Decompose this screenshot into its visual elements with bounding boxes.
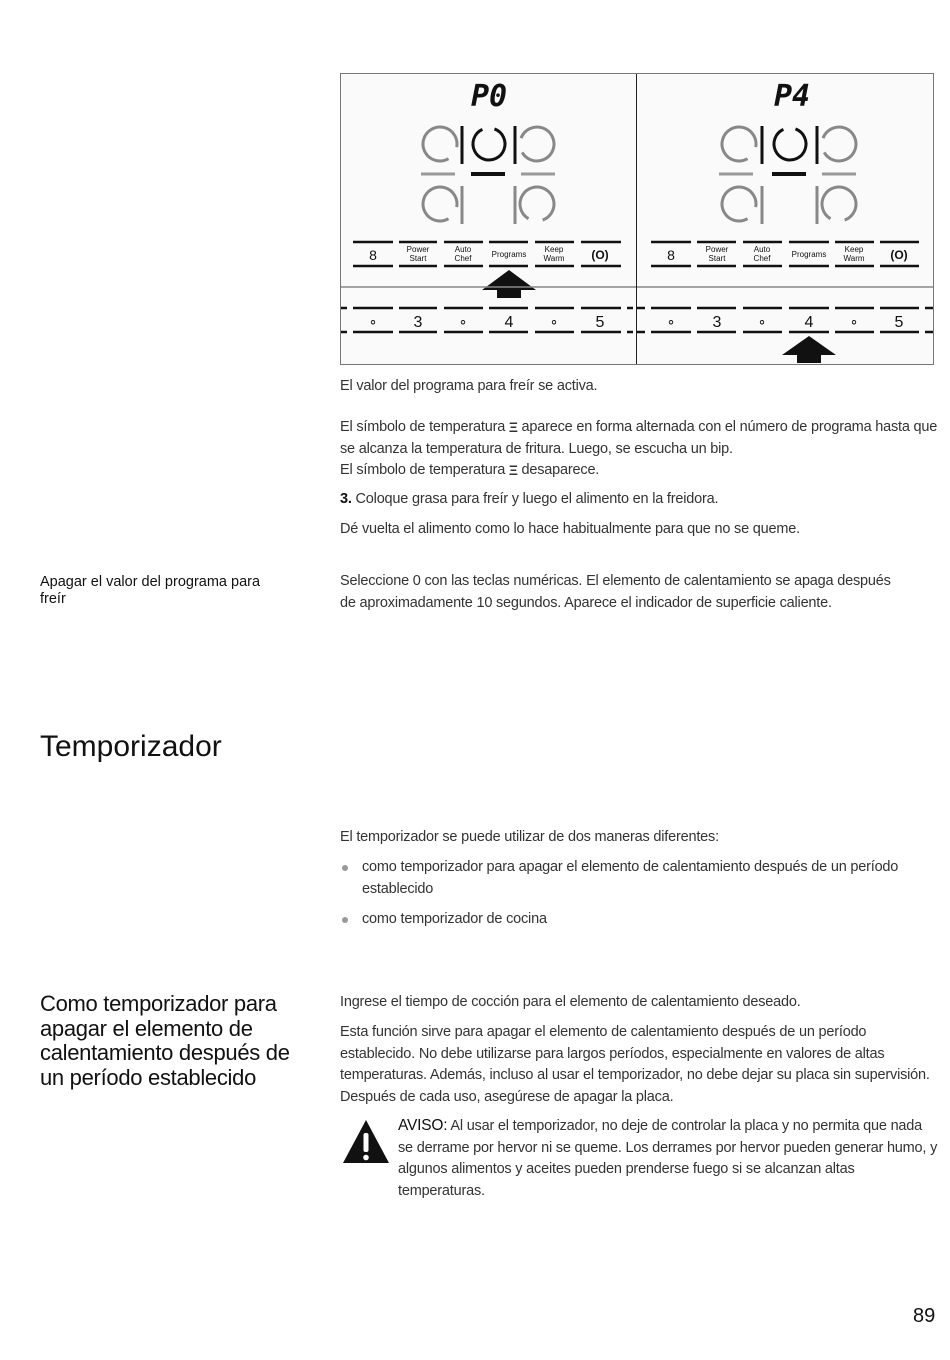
scale-key[interactable]: 3 bbox=[413, 314, 423, 331]
page-number: 89 bbox=[913, 1305, 936, 1327]
control-panel-figure bbox=[340, 73, 934, 365]
step-text: Coloque grasa para freír y luego el alimento en la freidora. bbox=[351, 491, 719, 507]
scale-row bbox=[341, 308, 633, 332]
scale-key[interactable]: ∘ bbox=[849, 313, 859, 329]
bullet-icon bbox=[342, 917, 348, 923]
scale-key[interactable]: ∘ bbox=[549, 313, 559, 329]
scale-key[interactable]: 5 bbox=[894, 314, 904, 331]
timer-uses-list bbox=[340, 857, 925, 931]
activation-paragraph: El valor del programa para freír se activa. bbox=[340, 378, 598, 394]
temperature-symbol-paragraph bbox=[340, 417, 940, 482]
scale-key[interactable]: 5 bbox=[595, 314, 605, 331]
subsection-heading: Como temporizador para apagar el elemento de calentamiento después de un período establecido bbox=[40, 991, 290, 1090]
scale-key[interactable]: 4 bbox=[504, 314, 514, 331]
auto-chef-key-line2[interactable]: Chef bbox=[753, 254, 771, 263]
power-start-key-line2[interactable]: Start bbox=[409, 254, 427, 263]
list-item bbox=[340, 857, 925, 900]
auto-chef-key[interactable]: Auto bbox=[753, 245, 771, 254]
step-3 bbox=[340, 489, 940, 511]
apagar-label: Apagar el valor del programa para freír bbox=[40, 574, 261, 607]
cooking-zones-icon bbox=[716, 121, 862, 227]
power-start-key[interactable]: Power bbox=[406, 245, 430, 254]
timer-intro: El temporizador se puede utilizar de dos maneras diferentes: bbox=[340, 829, 719, 845]
warning-label: AVISO: bbox=[398, 1117, 448, 1134]
temp-paragraph-text: aparece en forma alternada con el número de programa hasta que se alcanza la temperatura de fritura. Luego, se escucha un bip. bbox=[340, 419, 938, 457]
temp-paragraph-text: El símbolo de temperatura bbox=[340, 462, 509, 478]
scale-key[interactable]: 4 bbox=[804, 314, 814, 331]
bullet-icon bbox=[342, 865, 348, 871]
timer-key[interactable]: 8 bbox=[369, 247, 377, 263]
function-description: Esta función sirve para apagar el elemento de calentamiento después de un período establecido. No debe utilizarse para largos períodos, especialmente en valores de altas temperaturas. Además, incluso al usar el temporizador, no debe dejar su placa sin supervisión. Después de cada uso, asegúrese de apagar la placa. bbox=[340, 1024, 930, 1105]
power-start-key[interactable]: Power bbox=[705, 245, 729, 254]
temperature-symbol-icon: Ξ bbox=[508, 462, 518, 479]
scale-row bbox=[637, 308, 933, 332]
temperature-symbol-icon: Ξ bbox=[508, 419, 518, 436]
keep-warm-key[interactable]: Keep bbox=[544, 245, 564, 254]
keep-warm-key-line2[interactable]: Warm bbox=[543, 254, 565, 263]
lock-key[interactable]: (O) bbox=[591, 248, 609, 262]
panel-before bbox=[341, 74, 637, 364]
keep-warm-key-line2[interactable]: Warm bbox=[843, 254, 865, 263]
programs-key[interactable]: Programs bbox=[791, 250, 827, 259]
key-row bbox=[353, 242, 621, 266]
scale-key[interactable]: ∘ bbox=[458, 313, 468, 329]
key-row bbox=[651, 242, 919, 266]
scale-key[interactable]: ∘ bbox=[666, 313, 676, 329]
panel-before-drawing bbox=[341, 74, 636, 364]
lock-key[interactable]: (O) bbox=[890, 248, 908, 262]
list-item-text: como temporizador de cocina bbox=[362, 911, 547, 927]
warning-notice bbox=[398, 1115, 938, 1202]
seven-segment-display: P0 bbox=[470, 79, 508, 114]
step-number: 3. bbox=[340, 491, 352, 507]
panel-after-drawing bbox=[637, 74, 933, 364]
scale-key[interactable]: ∘ bbox=[757, 313, 767, 329]
flip-food-paragraph: Dé vuelta el alimento como lo hace habitualmente para que no se queme. bbox=[340, 521, 800, 537]
apagar-text: Seleccione 0 con las teclas numéricas. El elemento de calentamiento se apaga después de aproximadamente 10 segundos. Aparece el indicador de superficie caliente. bbox=[340, 573, 891, 611]
arrow-up-icon bbox=[782, 336, 836, 363]
scale-key[interactable]: ∘ bbox=[368, 313, 378, 329]
warning-triangle-icon bbox=[342, 1118, 390, 1164]
programs-key[interactable]: Programs bbox=[491, 250, 527, 259]
panel-after bbox=[637, 74, 932, 364]
keep-warm-key[interactable]: Keep bbox=[844, 245, 864, 254]
auto-chef-key[interactable]: Auto bbox=[454, 245, 472, 254]
warning-text: Al usar el temporizador, no deje de controlar la placa y no permita que nada se derrame por hervor ni se queme. Los derrames por hervor pueden generar humo, y algunos alimentos y aceites pueden prenderse fuego si se alcanzan altas temperaturas. bbox=[398, 1118, 938, 1199]
auto-chef-key-line2[interactable]: Chef bbox=[454, 254, 472, 263]
section-heading: Temporizador bbox=[40, 730, 222, 763]
seven-segment-display: P4 bbox=[773, 79, 811, 114]
list-item bbox=[340, 909, 925, 931]
scale-key[interactable]: 3 bbox=[712, 314, 722, 331]
cooking-time-paragraph: Ingrese el tiempo de cocción para el elemento de calentamiento deseado. bbox=[340, 994, 801, 1010]
timer-key[interactable]: 8 bbox=[667, 247, 675, 263]
cooking-zones-icon bbox=[417, 121, 560, 227]
list-item-text: como temporizador para apagar el elemento de calentamiento después de un período establecido bbox=[362, 859, 899, 897]
temp-paragraph-text: El símbolo de temperatura bbox=[340, 419, 509, 435]
power-start-key-line2[interactable]: Start bbox=[708, 254, 726, 263]
temp-paragraph-text: desaparece. bbox=[517, 462, 600, 478]
arrow-up-icon bbox=[482, 270, 536, 298]
